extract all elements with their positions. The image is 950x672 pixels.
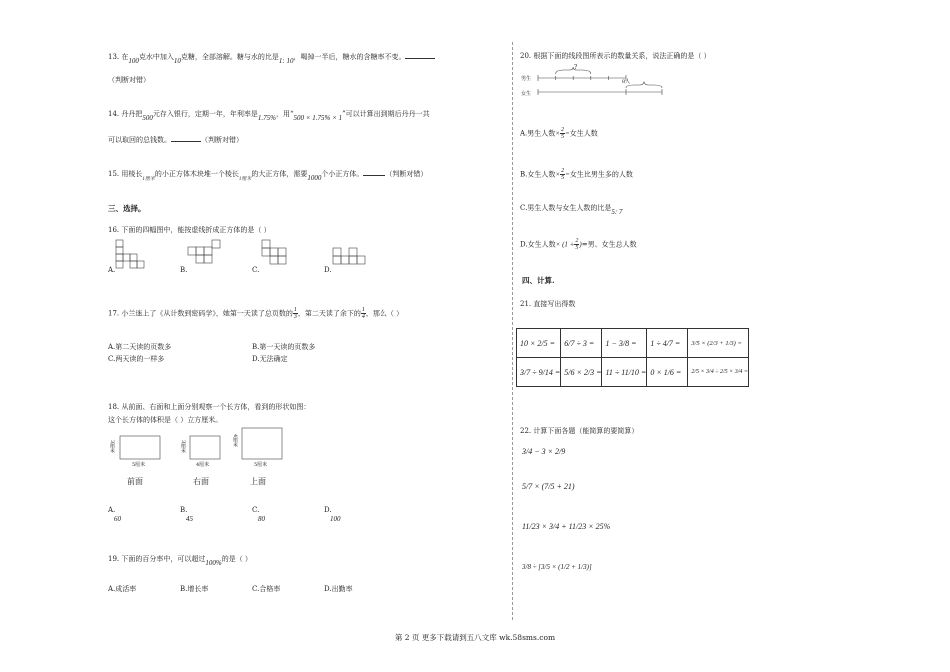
- q20-option-a[interactable]: A.男生人数× $\frac{2}{5}$ =女生人数: [520, 127, 598, 140]
- expression-4[interactable]: 3/8 ÷ [3/5 × (1/2 + 1/3)]: [522, 563, 592, 571]
- calc-cell[interactable]: 3/7 ÷ 9/14 =: [517, 358, 561, 387]
- calc-cell[interactable]: 3/5 × (2/3 + 1/3) =: [688, 329, 749, 358]
- expression-2[interactable]: 5/7 × (7/5 + 21): [522, 482, 575, 491]
- q17-option-c[interactable]: C.两天读的一样多: [108, 355, 165, 363]
- section-3-title: 三、选择。: [108, 204, 146, 213]
- q13-sugar-amount: 10: [173, 57, 181, 65]
- calc-cell[interactable]: 11 ÷ 11/10 =: [602, 358, 647, 387]
- question-18: 18. 从前面、右面和上面分别观察一个长方体，看到的形状如图：: [108, 403, 311, 411]
- question-13: 13. 在100克水中加入10克糖，全部溶解。糖与水的比是1: 10，喝掉一半后，糖水的含糖率不变。: [108, 53, 435, 62]
- net-figure-b: [188, 240, 224, 272]
- front-width-label: 5厘米: [132, 462, 146, 468]
- expression-1[interactable]: 3/4 − 3 × 2/9: [522, 447, 566, 456]
- judge-hint: （判断对错）: [108, 76, 150, 84]
- net-figure-a: [116, 240, 146, 272]
- q18-option-d[interactable]: D. 100: [324, 506, 341, 523]
- answer-blank[interactable]: [363, 175, 385, 176]
- front-height-label: 3厘米: [109, 440, 115, 454]
- q17-option-d[interactable]: D.无法确定: [252, 355, 288, 363]
- question-20: 20. 根据下面的线段图所表示的数量关系，说法正确的是（ ）: [520, 52, 711, 60]
- calc-cell[interactable]: 1 − 3/8 =: [602, 329, 647, 358]
- q20-option-c[interactable]: C.男生人数与女生人数的比是5: 7: [520, 204, 623, 216]
- calc-cell[interactable]: 1 ÷ 4/7 =: [647, 329, 688, 358]
- page-footer: 第 2 页 更多下载请到五八文库 wk.58sms.com: [394, 633, 556, 642]
- calc-cell[interactable]: 10 × 2/5 =: [517, 329, 561, 358]
- q19-option-d[interactable]: D.出勤率: [324, 585, 353, 593]
- q18-option-c[interactable]: C. 80: [252, 506, 265, 523]
- net-figure-d: [333, 248, 369, 272]
- section-4-title: 四、计算.: [522, 276, 555, 285]
- q18-option-a[interactable]: A. 60: [108, 506, 121, 523]
- q19-option-b[interactable]: B.增长率: [180, 585, 209, 593]
- top-view-label: 上面: [250, 477, 266, 486]
- front-view-label: 前面: [127, 477, 143, 486]
- q19-option-a[interactable]: A.成活率: [108, 585, 137, 593]
- q19-option-c[interactable]: C.合格率: [252, 585, 281, 593]
- right-height-label: 3厘米: [180, 440, 186, 454]
- q17-option-b[interactable]: B.第一天读的页数多: [252, 343, 316, 351]
- q18-option-b[interactable]: B. 45: [180, 506, 193, 523]
- calc-cell[interactable]: 5/6 × 2/3 =: [561, 358, 602, 387]
- question-21: 21. 直接写出得数: [520, 300, 576, 308]
- q20-option-b[interactable]: B.女生人数× $\frac{2}{5}$ =女生比男生多的人数: [520, 168, 633, 181]
- calc-cell[interactable]: 6/7 ÷ 3 =: [561, 329, 602, 358]
- q17-option-a[interactable]: A.第二天读的页数多: [108, 343, 172, 351]
- top-view-rect: [242, 428, 282, 459]
- fraction: $\frac{1}{4}$: [361, 307, 365, 320]
- question-14-line2: 可以取回的总钱数。 （判断对错）: [108, 136, 243, 144]
- q13-water-amount: 100: [128, 57, 139, 65]
- girls-label: 女生: [521, 91, 532, 97]
- question-17: 17. 小兰迷上了《从计数到密码学》，她第一天读了总页数的 $\frac{1}{3}$ ，第二天读了余下的 $\frac{1}{4}$ ，那么（ ）: [108, 307, 404, 320]
- calculation-table: [516, 328, 749, 387]
- expression-3[interactable]: 11/23 × 3/4 + 11/23 × 25%: [522, 522, 611, 531]
- fraction: $\frac{1}{3}$: [293, 307, 297, 320]
- right-width-label: 4厘米: [196, 462, 210, 468]
- question-mark-label: ?: [574, 64, 578, 71]
- line-segment-diagram: [538, 66, 658, 106]
- q16-option-b[interactable]: B.: [180, 266, 188, 274]
- question-18-line2: 这个长方体的体积是（ ）立方厘米。: [108, 416, 223, 424]
- calc-cell[interactable]: 2/5 × 3/4 ÷ 2/5 × 3/4 =: [688, 358, 749, 387]
- column-divider: [512, 42, 513, 620]
- right-view-rect: [190, 436, 220, 459]
- question-22: 22. 计算下面各题（能简算的要简算）: [520, 427, 639, 435]
- answer-blank[interactable]: [171, 141, 201, 142]
- right-view-label: 右面: [193, 477, 209, 486]
- q16-option-a[interactable]: A.: [108, 266, 116, 274]
- q16-option-d[interactable]: D.: [324, 266, 332, 274]
- difference-label: 8人: [622, 79, 631, 85]
- front-view-rect: [120, 436, 160, 459]
- calc-cell[interactable]: 0 × 1/6 =: [647, 358, 688, 387]
- answer-blank[interactable]: [405, 58, 435, 59]
- top-height-label: 4厘米: [232, 434, 238, 448]
- question-14: 14. 丹丹把500元存入银行，定期一年，年利率是1.75%，用“500 × 1.75% × 1”可以计算出到期后丹丹一共: [108, 110, 430, 122]
- q16-option-c[interactable]: C.: [252, 266, 260, 274]
- question-15: 15. 用棱长$_{1厘米}$的小正方体木块堆一个棱长$_{1厘米}$的大正方体，需要1000个小正方体。 （判断对错）: [108, 170, 428, 182]
- q13-ratio: 1: 10: [278, 57, 294, 65]
- top-width-label: 5厘米: [254, 462, 268, 468]
- question-16: 16. 下面的四幅图中，能按虚线折成正方体的是（ ）: [108, 226, 271, 234]
- question-19: 19. 下面的百分率中，可以超过100%的是（ ）: [108, 555, 252, 567]
- boys-label: 男生: [521, 76, 532, 82]
- net-figure-c: [262, 240, 294, 272]
- q20-option-d[interactable]: D.女生人数× (1 + $\frac{2}{5}$ )=男、女生总人数: [520, 238, 637, 251]
